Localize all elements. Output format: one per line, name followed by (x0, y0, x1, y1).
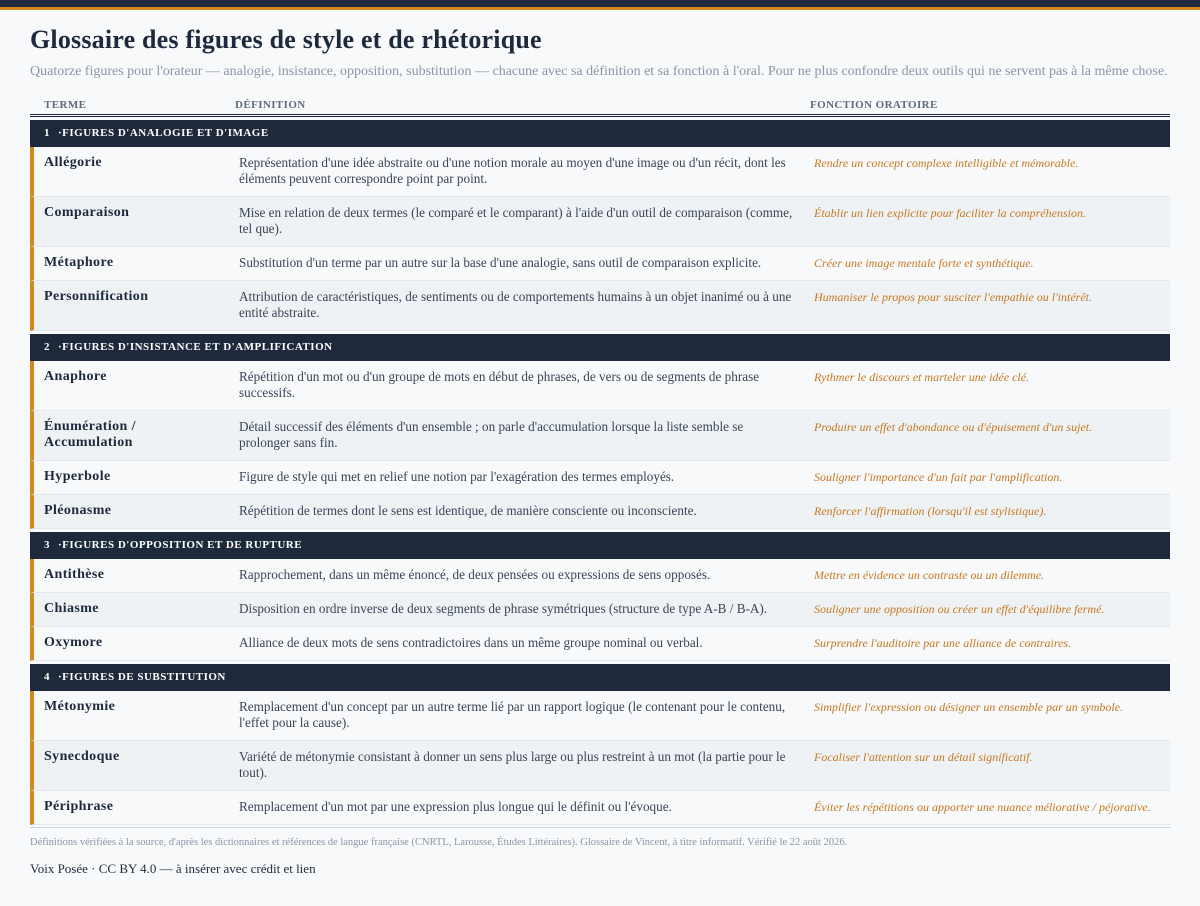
table-row (30, 627, 1170, 661)
term-cell: Synecdoque (44, 749, 120, 764)
section-label: ·FIGURES DE SUBSTITUTION (58, 671, 226, 683)
page (0, 24, 1200, 877)
table-row (30, 461, 1170, 495)
section-header (30, 120, 1170, 147)
term-cell: Allégorie (44, 155, 103, 170)
page-title: Glossaire des figures de style et de rhétorique (30, 25, 542, 54)
definition-cell: Rapprochement, dans un même énoncé, de deux pensées ou expressions de sens opposés. (239, 567, 711, 582)
function-cell: Établir un lien explicite pour faciliter la compréhension. (814, 206, 1086, 220)
term-cell: Comparaison (44, 205, 130, 220)
table-row (30, 147, 1170, 197)
table-row (30, 281, 1170, 331)
definition-cell: Substitution d'un terme par un autre sur la base d'une analogie, sans outil de comparaison explicite. (239, 255, 762, 270)
term-cell: Anaphore (44, 369, 107, 384)
function-cell: Focaliser l'attention sur un détail significatif. (814, 750, 1033, 764)
table-row (30, 247, 1170, 281)
definition-cell: Remplacement d'un mot par une expression plus longue qui le définit ou l'évoque. (239, 799, 672, 814)
function-cell: Rendre un concept complexe intelligible et mémorable. (814, 156, 1079, 170)
term-cell: Énumération / Accumulation (44, 419, 136, 450)
term-cell: Chiasme (44, 601, 99, 616)
definition-cell: Représentation d'une idée abstraite ou d'une notion morale au moyen d'une image ou d'un récit, dont les éléments peuvent correspondre point par point. (239, 155, 786, 186)
term-cell: Oxymore (44, 635, 103, 650)
function-cell: Renforcer l'affirmation (lorsqu'il est stylistique). (814, 504, 1047, 518)
definition-cell: Remplacement d'un concept par un autre terme lié par un rapport logique (le contenant pour le contenu, l'effet pour la cause). (239, 699, 786, 730)
credit-line: Voix Posée · CC BY 4.0 — à insérer avec crédit et lien (30, 861, 316, 876)
term-cell: Hyperbole (44, 469, 111, 484)
section-header (30, 334, 1170, 361)
definition-cell: Figure de style qui met en relief une notion par l'exagération des termes employés. (239, 469, 675, 484)
top-rule (0, 0, 1200, 7)
function-cell: Rythmer le discours et marteler une idée clé. (814, 370, 1030, 384)
definition-cell: Disposition en ordre inverse de deux segments de phrase symétriques (structure de type A-B / B-A). (239, 601, 768, 616)
function-cell: Humaniser le propos pour susciter l'empathie ou l'intérêt. (814, 290, 1092, 304)
function-cell: Produire un effet d'abondance ou d'épuisement d'un sujet. (814, 420, 1093, 434)
table-row (30, 411, 1170, 461)
definition-cell: Répétition de termes dont le sens est identique, de manière consciente ou inconsciente. (239, 503, 697, 518)
term-cell: Antithèse (44, 567, 105, 582)
table-row (30, 741, 1170, 791)
function-cell: Surprendre l'auditoire par une alliance de contraires. (814, 636, 1072, 650)
definition-cell: Alliance de deux mots de sens contradictoires dans un même groupe nominal ou verbal. (239, 635, 703, 650)
table-row (30, 559, 1170, 593)
table-body (30, 120, 1170, 825)
section-number: 1 (44, 127, 50, 139)
definition-cell: Attribution de caractéristiques, de sentiments ou de comportements humains à un objet inanimé ou à une entité abstraite. (239, 289, 792, 320)
function-cell: Créer une image mentale forte et synthétique. (814, 256, 1034, 270)
definition-cell: Variété de métonymie consistant à donner un sens plus large ou plus restreint à un mot (la partie pour le tout). (239, 749, 786, 780)
table-row (30, 791, 1170, 825)
section-number: 3 (44, 539, 50, 551)
term-cell: Métaphore (44, 255, 114, 270)
footnote: Définitions vérifiées à la source, d'après les dictionnaires et références de langue française (CNRTL, Larousse, Études Littéraires). Glossaire de Vincent, à titre informatif. Vérifié le 22 août 2026. (30, 827, 1170, 848)
function-cell: Mettre en évidence un contraste ou un dilemme. (814, 568, 1045, 582)
section-rows (30, 559, 1170, 661)
definition-cell: Mise en relation de deux termes (le comparé et le comparant) à l'aide d'un outil de comparaison (comme, tel que). (239, 205, 793, 236)
term-cell: Pléonasme (44, 503, 112, 518)
function-cell: Souligner une opposition ou créer un effet d'équilibre fermé. (814, 602, 1105, 616)
section-label: ·FIGURES D'ANALOGIE ET D'IMAGE (58, 127, 269, 139)
section-header (30, 532, 1170, 559)
section-header (30, 664, 1170, 691)
column-header-term: TERME (44, 99, 87, 111)
accent-rule (0, 7, 1200, 10)
table-row (30, 495, 1170, 529)
section-label: ·FIGURES D'INSISTANCE ET D'AMPLIFICATION (58, 341, 333, 353)
table-header (30, 93, 1170, 117)
section-rows (30, 147, 1170, 331)
section-label: ·FIGURES D'OPPOSITION ET DE RUPTURE (58, 539, 303, 551)
section-number: 2 (44, 341, 50, 353)
term-cell: Périphrase (44, 799, 114, 814)
page-subtitle: Quatorze figures pour l'orateur — analogie, insistance, opposition, substitution — chacune avec sa définition et sa fonction à l'oral. Pour ne plus confondre deux outils qui ne servent pas à la même chose. (30, 64, 1168, 79)
term-cell: Métonymie (44, 699, 116, 714)
definition-cell: Détail successif des éléments d'un ensemble ; on parle d'accumulation lorsque la liste semble se prolonger sans fin. (239, 419, 744, 450)
section-number: 4 (44, 671, 50, 683)
term-cell: Personnification (44, 289, 149, 304)
function-cell: Souligner l'importance d'un fait par l'amplification. (814, 470, 1063, 484)
section-rows (30, 691, 1170, 825)
definition-cell: Répétition d'un mot ou d'un groupe de mots en début de phrases, de vers ou de segments de phrase successifs. (239, 369, 760, 400)
table-row (30, 361, 1170, 411)
section-rows (30, 361, 1170, 529)
function-cell: Éviter les répétitions ou apporter une nuance méliorative / péjorative. (814, 800, 1151, 814)
column-header-definition: DÉFINITION (235, 99, 306, 111)
function-cell: Simplifier l'expression ou désigner un ensemble par un symbole. (814, 700, 1124, 714)
table-row (30, 691, 1170, 741)
table-row (30, 197, 1170, 247)
column-header-function: FONCTION ORATOIRE (810, 99, 938, 111)
table-row (30, 593, 1170, 627)
